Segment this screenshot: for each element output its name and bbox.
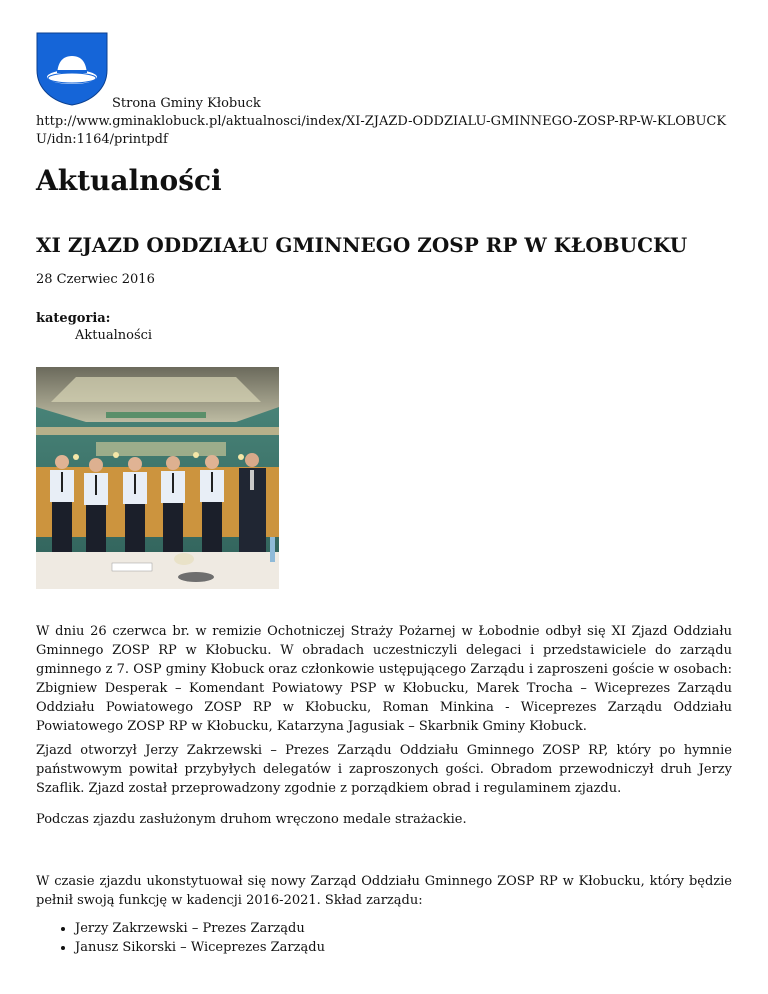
list-item: • Janusz Sikorski – Wiceprezes Zarządu [75,938,325,957]
category-label: kategoria: [36,311,111,326]
article-date: 28 Czerwiec 2016 [36,272,155,287]
article-title: XI ZJAZD ODDZIAŁU GMINNEGO ZOSP RP W KŁOBUCKU [36,233,688,257]
print-header [36,95,736,149]
article-paragraph: Zjazd otworzył Jerzy Zakrzewski – Prezes Zarządu Oddziału Gminnego ZOSP RP, który po hymnie państwowym powitał przybyłych delegatów i zaproszonych gości. Obradom przewodniczył druh Jerzy Szaflik. Zjazd został przeprowadzony zgodnie z porządkiem obrad i regulaminem zjazdu. [36,743,732,796]
article-paragraph: W dniu 26 czerwca br. w remizie Ochotniczej Straży Pożarnej w Łobodnie odbył się XI Zjazd Oddziału Gminnego ZOSP RP w Kłobucku. W obradach uczestniczyli delegaci i przedstawiciele do zarządu gminnego z 7. OSP gminy Kłobuck oraz członkowie ustępującego Zarządu i zaproszeni goście w osobach: Zbigniew Desperak – Komendant Powiatowy PSP w Kłobucku, Marek Trocha – Wiceprezes Zarządu Oddziału Powiatowego ZOSP RP w Kłobucku, Roman Minkina - Wiceprezes Zarządu Oddziału Powiatowego ZOSP RP w Kłobucku, Katarzyna Jagusiak – Skarbnik Gminy Kłobuck. [36,624,732,734]
board-members-list [36,919,325,957]
article-photo [36,367,279,589]
article-paragraph: W czasie zjazdu ukonstytuował się nowy Zarząd Oddziału Gminnego ZOSP RP w Kłobucku, który będzie pełnił swoją funkcję w kadencji 2016-2021. Skład zarządu: [36,874,732,908]
category-value[interactable]: Aktualności [75,328,153,343]
list-item: • Jerzy Zakrzewski – Prezes Zarządu [75,919,325,938]
site-name: Strona Gminy Kłobuck [112,96,261,111]
section-title: Aktualności [36,164,222,197]
article-paragraph: Podczas zjazdu zasłużonym druhom wręczono medale strażackie. [36,812,467,827]
page-url[interactable]: http://www.gminaklobuck.pl/aktualnosci/index/XI-ZJAZD-ODDZIALU-GMINNEGO-ZOSP-RP-W-KLOBUCKU/idn:1164/printpdf [36,114,727,147]
